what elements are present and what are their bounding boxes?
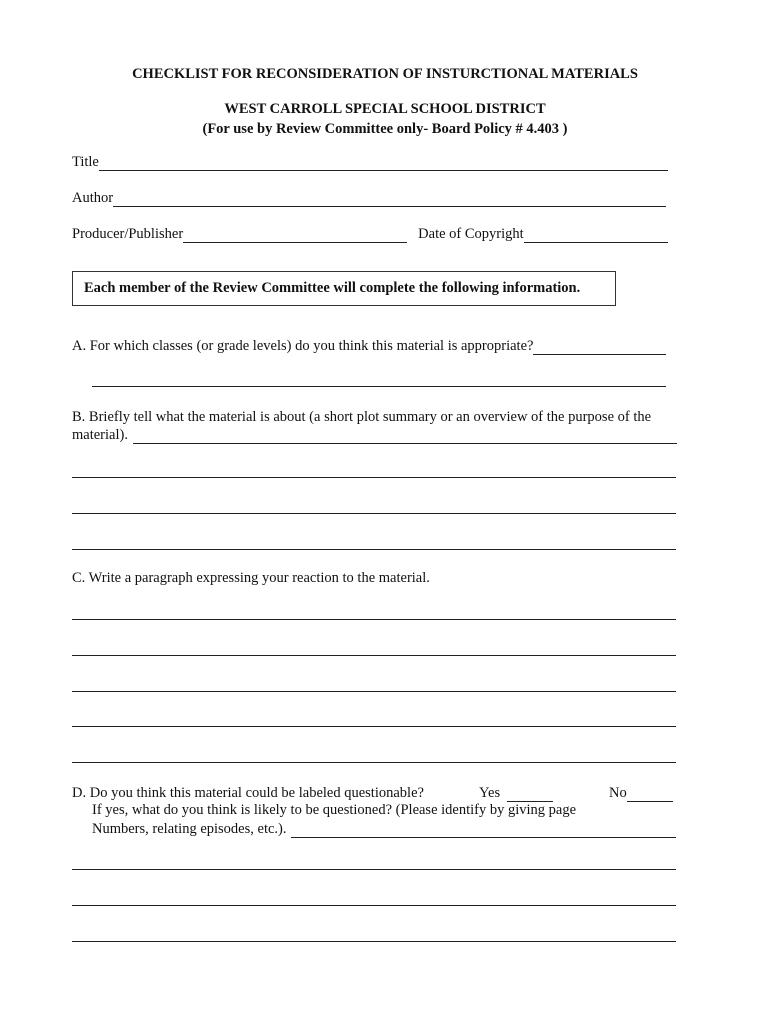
- question-c-answer-line[interactable]: [72, 762, 676, 763]
- no-field[interactable]: [627, 786, 673, 802]
- producer-label: Producer/Publisher: [72, 226, 184, 242]
- question-d-answer-line[interactable]: [72, 941, 676, 942]
- document-subtitle: (For use by Review Committee only- Board Policy # 4.403 ): [202, 121, 568, 137]
- question-c-answer-line[interactable]: [72, 655, 676, 656]
- question-d-text: D. Do you think this material could be labeled questionable?: [72, 785, 424, 801]
- producer-field[interactable]: [183, 227, 407, 243]
- title-label: Title: [72, 154, 99, 170]
- question-a-text: A. For which classes (or grade levels) do you think this material is appropriate?: [72, 338, 534, 354]
- question-d-answer-line[interactable]: [72, 869, 676, 870]
- no-row: [609, 785, 673, 802]
- yes-label: Yes: [479, 785, 501, 801]
- district-name: WEST CARROLL SPECIAL SCHOOL DISTRICT: [224, 101, 546, 117]
- question-d-text-2: If yes, what do you think is likely to be questioned? (Please identify by giving page: [92, 802, 577, 818]
- question-b-row: [72, 427, 677, 444]
- question-d-answer-field[interactable]: [291, 822, 676, 838]
- title-row: [72, 154, 668, 171]
- question-b-answer-line[interactable]: [72, 477, 676, 478]
- question-b-answer-line[interactable]: [72, 513, 676, 514]
- question-a-answer-line[interactable]: [92, 386, 666, 387]
- producer-row: [72, 226, 668, 243]
- instruction-text: Each member of the Review Committee will complete the following information.: [84, 280, 581, 296]
- yes-field[interactable]: [507, 786, 553, 802]
- instruction-box: [72, 271, 616, 306]
- question-b-text: B. Briefly tell what the material is about (a short plot summary or an overview of the purpose of the: [72, 409, 652, 425]
- author-label: Author: [72, 190, 114, 206]
- author-row: [72, 190, 666, 207]
- title-field[interactable]: [99, 155, 668, 171]
- yes-row: [479, 785, 553, 802]
- question-d-answer-line[interactable]: [72, 905, 676, 906]
- no-label: No: [609, 785, 627, 801]
- question-b-text-2: material).: [72, 427, 128, 443]
- copyright-field[interactable]: [524, 227, 668, 243]
- question-c-text: C. Write a paragraph expressing your reaction to the material.: [72, 570, 430, 586]
- question-b-answer-line[interactable]: [72, 549, 676, 550]
- question-c-answer-line[interactable]: [72, 691, 676, 692]
- document-title: CHECKLIST FOR RECONSIDERATION OF INSTURCTIONAL MATERIALS: [132, 66, 638, 82]
- question-c-answer-line[interactable]: [72, 726, 676, 727]
- question-a-row: [72, 338, 666, 355]
- question-d-text-3: Numbers, relating episodes, etc.).: [92, 821, 287, 837]
- question-c-answer-line[interactable]: [72, 619, 676, 620]
- question-b-answer-field[interactable]: [133, 428, 677, 444]
- author-field[interactable]: [113, 191, 666, 207]
- copyright-label: Date of Copyright: [418, 226, 524, 242]
- question-a-answer-field[interactable]: [533, 339, 666, 355]
- question-d-row: [92, 821, 676, 838]
